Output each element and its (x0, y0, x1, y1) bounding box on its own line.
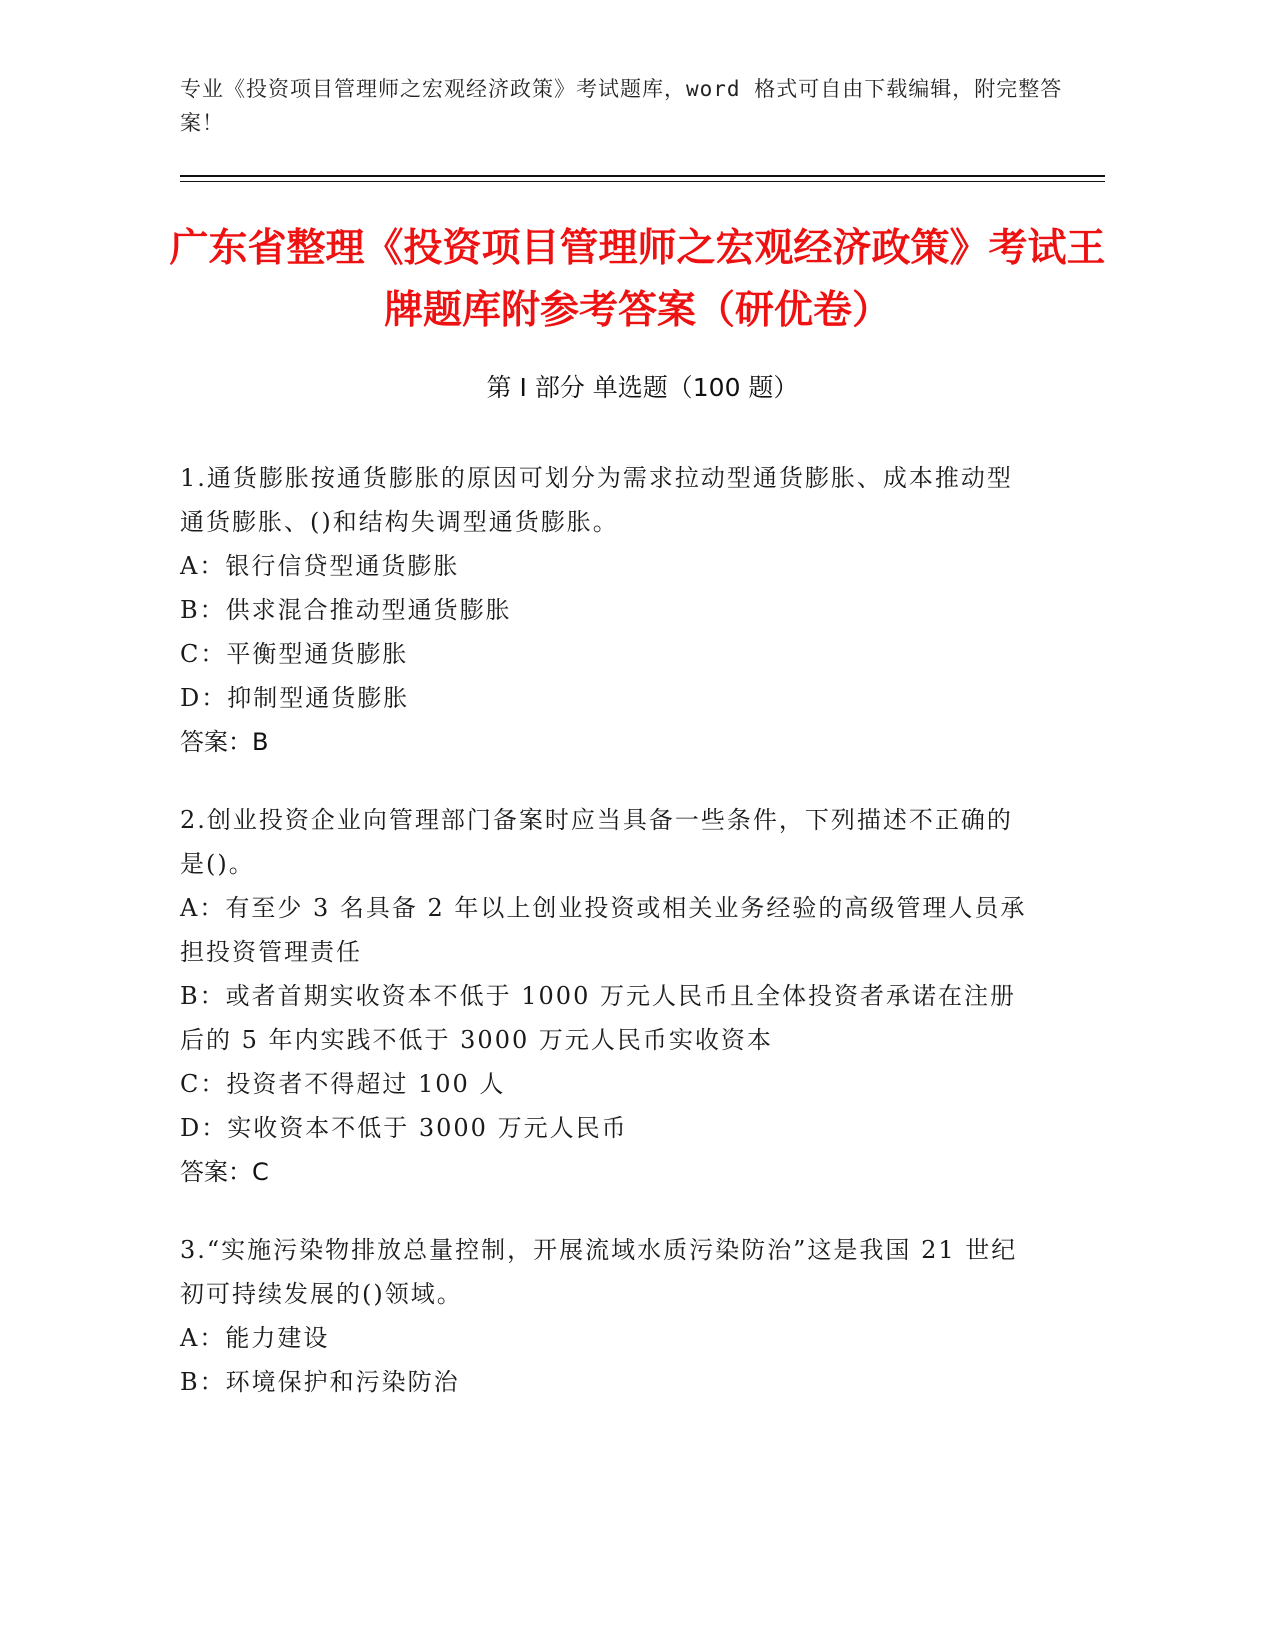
question-list (180, 456, 1030, 1438)
option-b: B：或者首期实收资本不低于 1000 万元人民币且全体投资者承诺在注册后的 5 年内实践不低于 3000 万元人民币实收资本 (180, 982, 1016, 1054)
section-heading: 第 I 部分 单选题（100 题） (486, 373, 799, 402)
option-a: A：银行信贷型通货膨胀 (180, 552, 460, 580)
question-2 (180, 798, 1030, 1194)
option-c: C：投资者不得超过 100 人 (180, 1070, 506, 1098)
header-divider-thin (180, 181, 1105, 182)
option-a: A：能力建设 (180, 1324, 330, 1352)
question-stem: 1.通货膨胀按通货膨胀的原因可划分为需求拉动型通货膨胀、成本推动型通货膨胀、()和结构失调型通货膨胀。 (180, 464, 1013, 536)
question-stem: 3.“实施污染物排放总量控制，开展流域水质污染防治”这是我国 21 世纪初可持续发展的()领域。 (180, 1236, 1018, 1308)
document-title: 广东省整理《投资项目管理师之宏观经济政策》考试王牌题库附参考答案（研优卷） (169, 226, 1106, 333)
option-b: B：供求混合推动型通货膨胀 (180, 596, 512, 624)
header-divider-thick (180, 175, 1105, 177)
option-d: D：实收资本不低于 3000 万元人民币 (180, 1114, 628, 1142)
answer: 答案：B (180, 728, 269, 756)
answer: 答案：C (180, 1158, 269, 1186)
option-a: A：有至少 3 名具备 2 年以上创业投资或相关业务经验的高级管理人员承担投资管理责任 (180, 894, 1027, 966)
option-d: D：抑制型通货膨胀 (180, 684, 410, 712)
option-c: C：平衡型通货膨胀 (180, 640, 409, 668)
question-3 (180, 1228, 1030, 1404)
question-stem: 2.创业投资企业向管理部门备案时应当具备一些条件，下列描述不正确的是()。 (180, 806, 1013, 878)
option-b: B：环境保护和污染防治 (180, 1368, 460, 1396)
header-note: 专业《投资项目管理师之宏观经济政策》考试题库，word 格式可自由下载编辑，附完整答案！ (180, 77, 1063, 135)
question-1 (180, 456, 1030, 764)
